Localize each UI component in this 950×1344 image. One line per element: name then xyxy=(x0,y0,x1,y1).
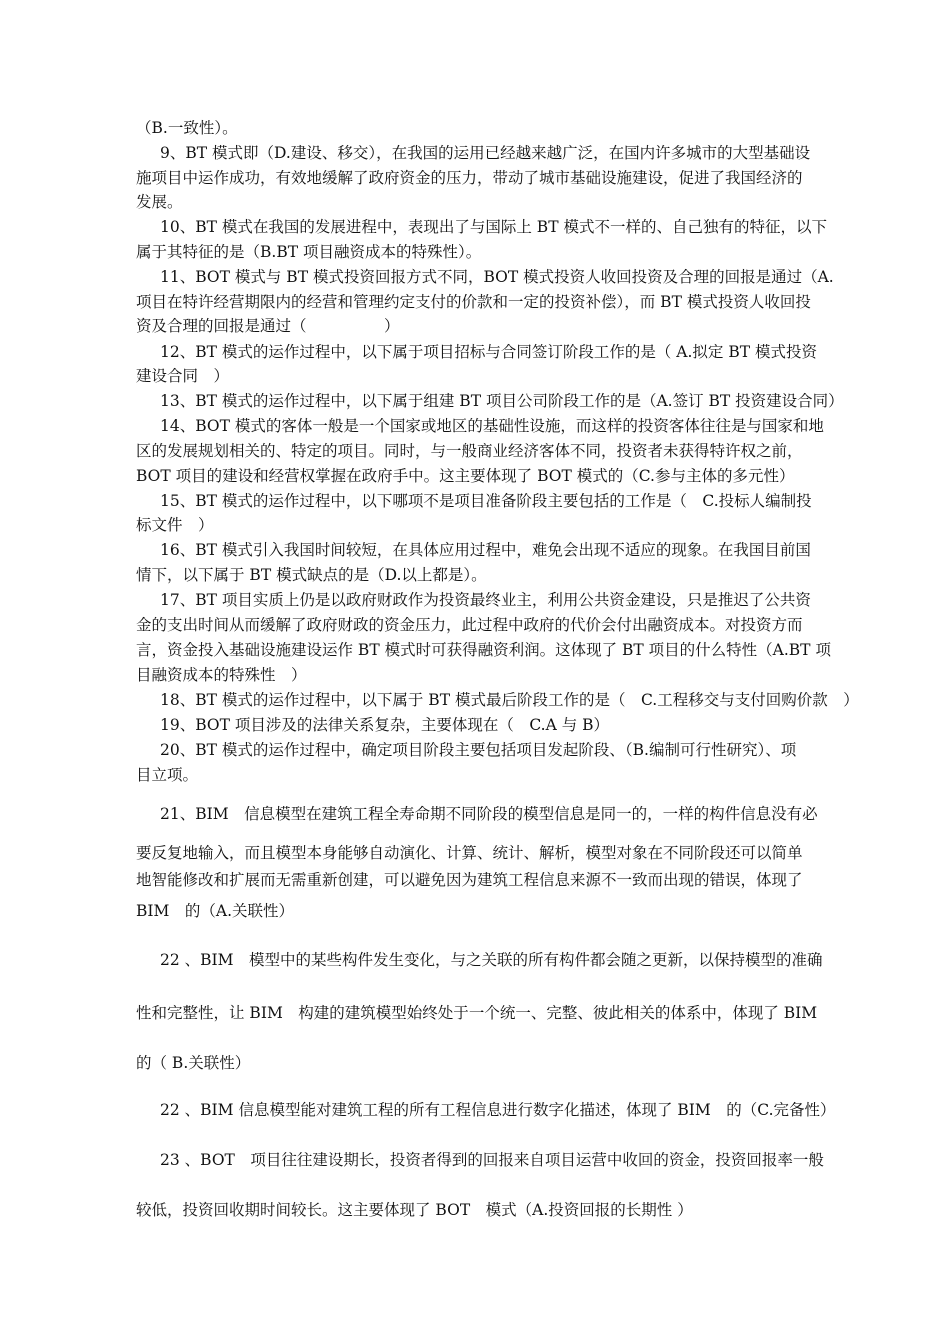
text-line: 9、BT 模式即（D.建设、移交），在我国的运用已经越来越广泛，在国内许多城市的大型基础设 xyxy=(160,144,811,162)
text-line: 资及合理的回报是通过（ ） xyxy=(136,317,400,335)
text-line: 15、BT 模式的运作过程中，以下哪项不是项目准备阶段主要包括的工作是（ C.投标人编制投 xyxy=(160,492,812,510)
text-line: 性和完整性，让 BIM 构建的建筑模型始终处于一个统一、完整、彼此相关的体系中，体现了 BIM xyxy=(136,1004,818,1022)
text-line: 17、BT 项目实质上仍是以政府财政作为投资最终业主，利用公共资金建设，只是推迟了公共资 xyxy=(160,591,811,609)
text-line: 22 、BIM 模型中的某些构件发生变化，与之关联的所有构件都会随之更新，以保持模型的准确 xyxy=(160,951,823,969)
text-line: 较低，投资回收期时间较长。这主要体现了 BOT 模式（A.投资回报的长期性 ） xyxy=(136,1201,693,1219)
text-line: 要反复地输入，而且模型本身能够自动演化、计算、统计、解析，模型对象在不同阶段还可以简单 xyxy=(136,844,803,862)
text-line: 区的发展规划相关的、特定的项目。同时，与一般商业经济客体不同，投资者未获得特许权之前， xyxy=(136,442,803,460)
text-line: 10、BT 模式在我国的发展进程中，表现出了与国际上 BT 模式不一样的、自己独有的特征，以下 xyxy=(160,218,827,236)
text-line: 22 、BIM 信息模型能对建筑工程的所有工程信息进行数字化描述，体现了 BIM 的（C.完备性） xyxy=(160,1101,836,1119)
text-line: 21、BIM 信息模型在建筑工程全寿命期不同阶段的模型信息是同一的，一样的构件信息没有必 xyxy=(160,805,818,823)
text-line: 目融资成本的特殊性 ） xyxy=(136,666,307,684)
text-line: 言，资金投入基础设施建设运作 BT 模式时可获得融资利润。这体现了 BT 项目的什么特性（A.BT 项 xyxy=(136,641,831,659)
text-line: 标文件 ） xyxy=(136,516,214,534)
text-line: 12、BT 模式的运作过程中，以下属于项目招标与合同签订阶段工作的是（ A.拟定 BT 模式投资 xyxy=(160,343,818,361)
text-line: 的（ B.关联性） xyxy=(136,1054,251,1072)
text-line: 20、BT 模式的运作过程中，确定项目阶段主要包括项目发起阶段、（B.编制可行性研究）、项 xyxy=(160,741,797,759)
text-line: 发展。 xyxy=(136,193,183,211)
text-line: 情下，以下属于 BT 模式缺点的是（D.以上都是）。 xyxy=(136,566,487,584)
text-line: （B.一致性）。 xyxy=(136,119,238,137)
text-line: 施项目中运作成功，有效地缓解了政府资金的压力，带动了城市基础设施建设，促进了我国经济的 xyxy=(136,169,803,187)
text-line: 金的支出时间从而缓解了政府财政的资金压力，此过程中政府的代价会付出融资成本。对投资方而 xyxy=(136,616,803,634)
text-line: 建设合同 ） xyxy=(136,367,230,385)
text-line: BIM 的（A.关联性） xyxy=(136,902,295,920)
text-line: BOT 项目的建设和经营权掌握在政府手中。这主要体现了 BOT 模式的（C.参与主体的多元性） xyxy=(136,467,795,485)
text-line: 属于其特征的是（B.BT 项目融资成本的特殊性）。 xyxy=(136,243,482,261)
text-line: 14、BOT 模式的客体一般是一个国家或地区的基础性设施，而这样的投资客体往往是与国家和地 xyxy=(160,417,824,435)
text-line: 23 、BOT 项目往往建设期长，投资者得到的回报来自项目运营中收回的资金，投资回报率一般 xyxy=(160,1151,824,1169)
text-line: 地智能修改和扩展而无需重新创建，可以避免因为建筑工程信息来源不一致而出现的错误，体现了 xyxy=(136,871,803,889)
text-line: 13、BT 模式的运作过程中，以下属于组建 BT 项目公司阶段工作的是（A.签订 BT 投资建设合同） xyxy=(160,392,844,410)
text-line: 19、BOT 项目涉及的法律关系复杂，主要体现在（ C.A 与 B） xyxy=(160,716,610,734)
text-line: 目立项。 xyxy=(136,766,199,784)
text-line: 11、BOT 模式与 BT 模式投资回报方式不同，BOT 模式投资人收回投资及合理的回报是通过（A. xyxy=(160,268,834,286)
text-line: 18、BT 模式的运作过程中，以下属于 BT 模式最后阶段工作的是（ C.工程移交与支付回购价款 ） xyxy=(160,691,859,709)
text-line: 16、BT 模式引入我国时间较短，在具体应用过程中，难免会出现不适应的现象。在我国目前国 xyxy=(160,541,811,559)
text-line: 项目在特许经营期限内的经营和管理约定支付的价款和一定的投资补偿），而 BT 模式投资人收回投 xyxy=(136,293,811,311)
